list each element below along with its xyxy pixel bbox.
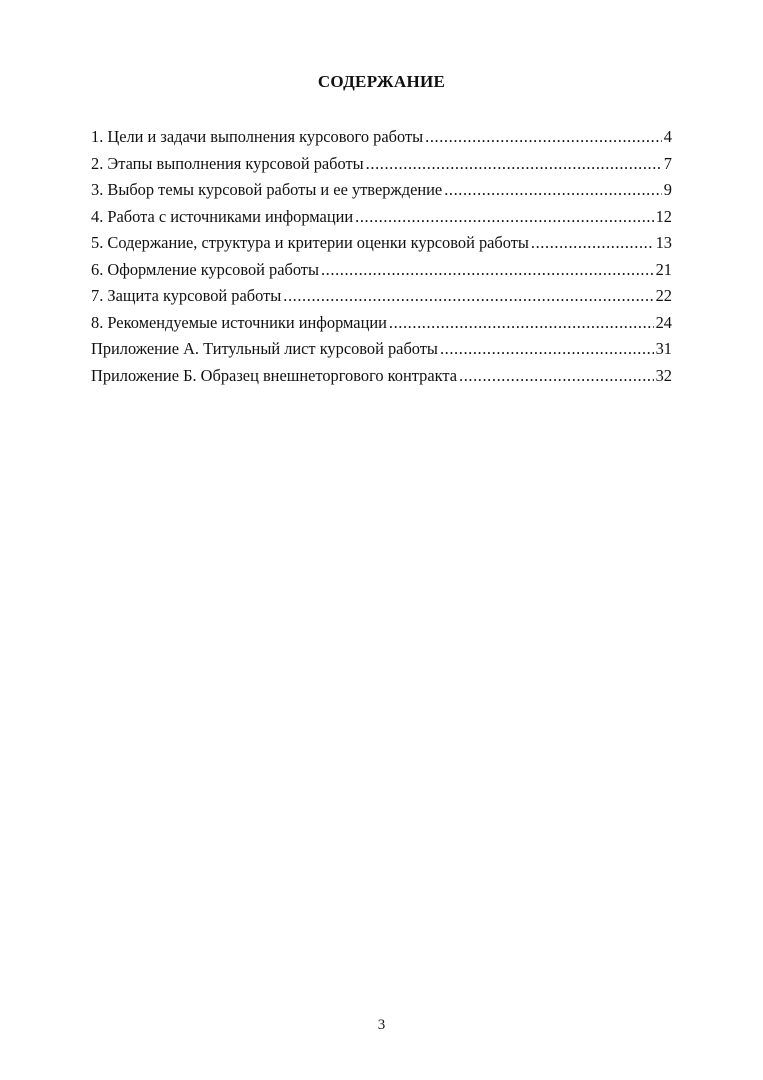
- toc-entry: [91, 204, 672, 231]
- toc-entry-page: 7: [663, 153, 672, 173]
- toc-entry-page: 32: [655, 365, 672, 385]
- toc-entry: [91, 363, 672, 390]
- toc-entry: [91, 336, 672, 363]
- toc-entry: [91, 257, 672, 284]
- table-of-contents: [91, 124, 672, 389]
- toc-dot-leader: [389, 310, 654, 337]
- toc-entry: [91, 151, 672, 178]
- toc-entry-page: 31: [655, 339, 672, 358]
- toc-entry-label: 7. Защита курсовой работы: [91, 286, 282, 305]
- toc-entry-label: Приложение А. Титульный лист курсовой работы: [91, 339, 438, 358]
- toc-entry: [91, 177, 672, 204]
- toc-entry-label: 2. Этапы выполнения курсовой работы: [91, 153, 364, 173]
- toc-dot-leader: [425, 124, 662, 151]
- toc-entry-page: 21: [655, 259, 672, 279]
- toc-title: СОДЕРЖАНИЕ: [317, 72, 446, 91]
- toc-entry-page: 13: [655, 233, 672, 252]
- toc-entry-label: Приложение Б. Образец внешнеторгового контракта: [91, 365, 457, 385]
- toc-entry: [91, 230, 672, 257]
- toc-entry-page: 12: [655, 206, 672, 226]
- toc-entry-label: 4. Работа с источниками информации: [91, 206, 354, 226]
- toc-entry-label: 6. Оформление курсовой работы: [91, 259, 319, 279]
- page-number: 3: [377, 1017, 386, 1033]
- toc-dot-leader: [444, 177, 662, 204]
- toc-entry-page: 4: [663, 127, 672, 146]
- toc-entry-label: 5. Содержание, структура и критерии оценки курсовой работы: [91, 233, 529, 252]
- toc-dot-leader: [355, 204, 653, 231]
- toc-entry: [91, 310, 672, 337]
- toc-entry-page: 22: [655, 286, 672, 305]
- toc-entry-label: 8. Рекомендуемые источники информации: [91, 312, 387, 332]
- toc-entry-label: 3. Выбор темы курсовой работы и ее утверждение: [91, 180, 443, 199]
- toc-entry-page: 9: [663, 180, 672, 199]
- toc-dot-leader: [459, 363, 654, 390]
- toc-entry-page: 24: [655, 312, 672, 332]
- toc-entry: [91, 124, 672, 151]
- toc-dot-leader: [321, 257, 654, 284]
- toc-dot-leader: [366, 151, 662, 178]
- toc-dot-leader: [531, 230, 654, 257]
- toc-dot-leader: [440, 336, 654, 363]
- toc-entry: [91, 283, 672, 310]
- toc-dot-leader: [283, 283, 653, 310]
- toc-entry-label: 1. Цели и задачи выполнения курсового работы: [91, 127, 424, 146]
